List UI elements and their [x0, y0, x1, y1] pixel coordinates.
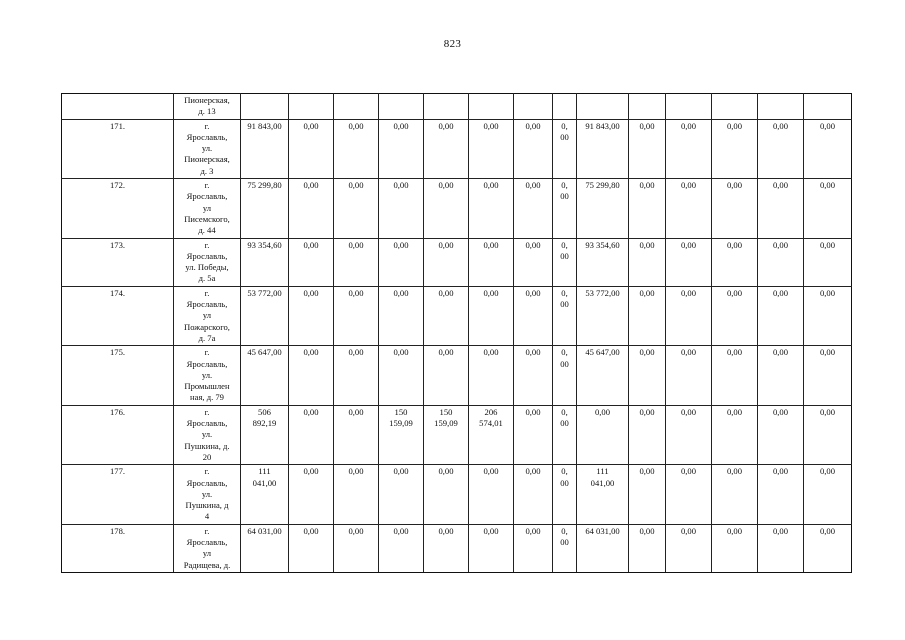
- cell-col-14: 0,00: [712, 524, 758, 572]
- cell-col-4: 0,00: [289, 119, 334, 178]
- cell-col-5: 0,00: [334, 405, 379, 464]
- cell-col-11: 53 772,00: [577, 286, 629, 345]
- cell-col-8: 0,00: [469, 179, 514, 238]
- cell-address: г. Ярославль, ул Радищева, д.: [174, 524, 241, 572]
- cell-col-9: 0,00: [514, 238, 553, 286]
- cell-col-4: 0,00: [289, 524, 334, 572]
- cell-col-13: 0,00: [666, 346, 712, 405]
- cell-col-6: 0,00: [379, 119, 424, 178]
- cell-col-9: 0,00: [514, 405, 553, 464]
- cell-col-8: 0,00: [469, 119, 514, 178]
- cell-col-10: 0, 00: [553, 119, 577, 178]
- cell-col-12: 0,00: [629, 465, 666, 524]
- cell-col-15: 0,00: [758, 346, 804, 405]
- cell-col-12: 0,00: [629, 286, 666, 345]
- cell-col-12: 0,00: [629, 346, 666, 405]
- cell-total: 111 041,00: [241, 465, 289, 524]
- cell-col-16: [804, 94, 852, 120]
- cell-total: 45 647,00: [241, 346, 289, 405]
- cell-col-4: 0,00: [289, 465, 334, 524]
- cell-col-16: 0,00: [804, 238, 852, 286]
- cell-col-10: 0, 00: [553, 465, 577, 524]
- cell-address: Пионерская, д. 13: [174, 94, 241, 120]
- cell-row-number: 172.: [62, 179, 174, 238]
- cell-total: [241, 94, 289, 120]
- cell-col-16: 0,00: [804, 465, 852, 524]
- cell-row-number: 171.: [62, 119, 174, 178]
- cell-col-5: 0,00: [334, 346, 379, 405]
- cell-col-5: 0,00: [334, 238, 379, 286]
- cell-col-16: 0,00: [804, 524, 852, 572]
- cell-col-10: [553, 94, 577, 120]
- cell-col-9: 0,00: [514, 179, 553, 238]
- cell-col-6: 0,00: [379, 286, 424, 345]
- cell-total: 91 843,00: [241, 119, 289, 178]
- cell-col-15: 0,00: [758, 119, 804, 178]
- cell-col-7: 0,00: [424, 465, 469, 524]
- cell-col-11: 111 041,00: [577, 465, 629, 524]
- cell-col-9: 0,00: [514, 119, 553, 178]
- cell-col-14: [712, 94, 758, 120]
- table-row: [62, 465, 852, 524]
- cell-col-11: 75 299,80: [577, 179, 629, 238]
- cell-col-14: 0,00: [712, 465, 758, 524]
- cell-col-13: [666, 94, 712, 120]
- cell-col-10: 0, 00: [553, 238, 577, 286]
- table-row: [62, 286, 852, 345]
- cell-row-number: 176.: [62, 405, 174, 464]
- cell-col-15: 0,00: [758, 465, 804, 524]
- cell-total: 506 892,19: [241, 405, 289, 464]
- cell-col-13: 0,00: [666, 119, 712, 178]
- cell-col-6: 150 159,09: [379, 405, 424, 464]
- cell-col-11: 0,00: [577, 405, 629, 464]
- cell-row-number: 178.: [62, 524, 174, 572]
- cell-col-9: 0,00: [514, 465, 553, 524]
- cell-col-7: 0,00: [424, 524, 469, 572]
- cell-col-13: 0,00: [666, 524, 712, 572]
- cell-col-14: 0,00: [712, 119, 758, 178]
- cell-address: г. Ярославль, ул. Пушкина, д 4: [174, 465, 241, 524]
- cell-col-5: 0,00: [334, 119, 379, 178]
- cell-col-5: 0,00: [334, 286, 379, 345]
- cell-col-16: 0,00: [804, 179, 852, 238]
- cell-col-8: 0,00: [469, 286, 514, 345]
- cell-col-11: 45 647,00: [577, 346, 629, 405]
- cell-col-16: 0,00: [804, 405, 852, 464]
- cell-col-14: 0,00: [712, 405, 758, 464]
- cell-col-12: 0,00: [629, 524, 666, 572]
- cell-col-8: 0,00: [469, 465, 514, 524]
- cell-col-13: 0,00: [666, 179, 712, 238]
- cell-col-10: 0, 00: [553, 346, 577, 405]
- cell-col-12: 0,00: [629, 119, 666, 178]
- table-row: [62, 179, 852, 238]
- cell-col-7: 0,00: [424, 346, 469, 405]
- cell-col-9: 0,00: [514, 286, 553, 345]
- cell-address: г. Ярославль, ул Пожарского, д. 7а: [174, 286, 241, 345]
- cell-col-14: 0,00: [712, 238, 758, 286]
- cell-col-12: 0,00: [629, 179, 666, 238]
- cell-col-10: 0, 00: [553, 524, 577, 572]
- cell-col-11: [577, 94, 629, 120]
- cell-col-11: 64 031,00: [577, 524, 629, 572]
- cell-row-number: 173.: [62, 238, 174, 286]
- cell-col-9: 0,00: [514, 346, 553, 405]
- cell-col-9: 0,00: [514, 524, 553, 572]
- cell-col-4: 0,00: [289, 346, 334, 405]
- cell-total: 93 354,60: [241, 238, 289, 286]
- cell-col-7: [424, 94, 469, 120]
- cell-col-15: 0,00: [758, 179, 804, 238]
- cell-col-7: 0,00: [424, 119, 469, 178]
- data-table: [61, 93, 852, 573]
- cell-col-11: 93 354,60: [577, 238, 629, 286]
- cell-address: г. Ярославль, ул. Промышлен ная, д. 79: [174, 346, 241, 405]
- cell-col-8: 0,00: [469, 346, 514, 405]
- table-row: [62, 405, 852, 464]
- cell-address: г. Ярославль, ул Писемского, д. 44: [174, 179, 241, 238]
- cell-col-7: 0,00: [424, 286, 469, 345]
- cell-col-8: 206 574,01: [469, 405, 514, 464]
- cell-col-5: 0,00: [334, 524, 379, 572]
- cell-col-8: 0,00: [469, 238, 514, 286]
- cell-col-4: 0,00: [289, 405, 334, 464]
- cell-col-13: 0,00: [666, 405, 712, 464]
- cell-col-15: 0,00: [758, 286, 804, 345]
- cell-col-14: 0,00: [712, 346, 758, 405]
- cell-col-6: 0,00: [379, 524, 424, 572]
- cell-col-6: [379, 94, 424, 120]
- cell-col-12: 0,00: [629, 238, 666, 286]
- page-number: 823: [443, 38, 462, 50]
- cell-col-10: 0, 00: [553, 405, 577, 464]
- table-row: [62, 238, 852, 286]
- cell-col-16: 0,00: [804, 119, 852, 178]
- cell-total: 75 299,80: [241, 179, 289, 238]
- cell-total: 64 031,00: [241, 524, 289, 572]
- cell-col-8: 0,00: [469, 524, 514, 572]
- cell-col-9: [514, 94, 553, 120]
- cell-col-11: 91 843,00: [577, 119, 629, 178]
- cell-col-4: [289, 94, 334, 120]
- cell-address: г. Ярославль, ул. Победы, д. 5а: [174, 238, 241, 286]
- cell-col-10: 0, 00: [553, 286, 577, 345]
- cell-col-14: 0,00: [712, 286, 758, 345]
- cell-col-7: 150 159,09: [424, 405, 469, 464]
- cell-col-6: 0,00: [379, 346, 424, 405]
- cell-col-4: 0,00: [289, 286, 334, 345]
- cell-total: 53 772,00: [241, 286, 289, 345]
- cell-address: г. Ярославль, ул. Пушкина, д. 20: [174, 405, 241, 464]
- cell-col-13: 0,00: [666, 238, 712, 286]
- cell-col-5: [334, 94, 379, 120]
- cell-col-5: 0,00: [334, 179, 379, 238]
- cell-col-7: 0,00: [424, 179, 469, 238]
- table-row: [62, 346, 852, 405]
- cell-col-6: 0,00: [379, 238, 424, 286]
- cell-col-6: 0,00: [379, 179, 424, 238]
- cell-col-12: [629, 94, 666, 120]
- table-row: [62, 119, 852, 178]
- cell-row-number: [62, 94, 174, 120]
- cell-col-7: 0,00: [424, 238, 469, 286]
- cell-col-4: 0,00: [289, 179, 334, 238]
- cell-col-6: 0,00: [379, 465, 424, 524]
- cell-col-13: 0,00: [666, 286, 712, 345]
- table-row: [62, 524, 852, 572]
- cell-col-12: 0,00: [629, 405, 666, 464]
- cell-row-number: 175.: [62, 346, 174, 405]
- cell-address: г. Ярославль, ул. Пионерская, д. 3: [174, 119, 241, 178]
- table-row: [62, 94, 852, 120]
- cell-col-15: [758, 94, 804, 120]
- cell-col-16: 0,00: [804, 286, 852, 345]
- cell-col-14: 0,00: [712, 179, 758, 238]
- cell-col-15: 0,00: [758, 524, 804, 572]
- cell-col-5: 0,00: [334, 465, 379, 524]
- cell-col-15: 0,00: [758, 238, 804, 286]
- cell-row-number: 177.: [62, 465, 174, 524]
- cell-col-4: 0,00: [289, 238, 334, 286]
- cell-col-15: 0,00: [758, 405, 804, 464]
- cell-col-16: 0,00: [804, 346, 852, 405]
- cell-row-number: 174.: [62, 286, 174, 345]
- cell-col-13: 0,00: [666, 465, 712, 524]
- cell-col-8: [469, 94, 514, 120]
- cell-col-10: 0, 00: [553, 179, 577, 238]
